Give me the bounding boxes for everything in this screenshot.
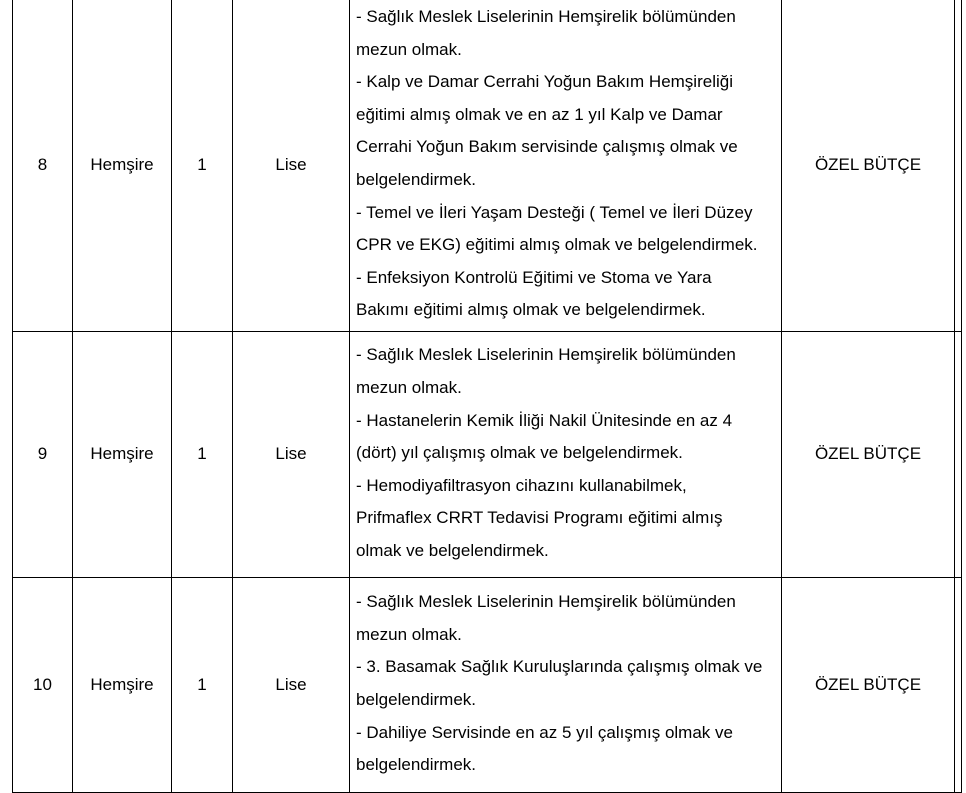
requirement-line: Prifmaflex CRRT Tedavisi Programı eğitimi almış xyxy=(356,508,723,528)
positions-table xyxy=(12,0,962,793)
row-number-cell: 10 xyxy=(13,577,73,792)
education-level-cell: Lise xyxy=(233,331,350,577)
table-edge-cell xyxy=(955,331,962,577)
requirement-line: - Sağlık Meslek Liselerinin Hemşirelik bölümünden xyxy=(356,592,736,612)
position-count-cell: 1 xyxy=(172,0,233,331)
requirements-list xyxy=(350,584,781,786)
education-level-cell: Lise xyxy=(233,0,350,331)
position-title-cell: Hemşire xyxy=(73,0,172,331)
requirement-line: mezun olmak. xyxy=(356,624,462,644)
budget-cell: ÖZEL BÜTÇE xyxy=(782,0,955,331)
table-edge-cell xyxy=(955,0,962,331)
requirement-line: - 3. Basamak Sağlık Kuruluşlarında çalışmış olmak ve xyxy=(356,657,763,677)
row-number-cell: 9 xyxy=(13,331,73,577)
budget-cell: ÖZEL BÜTÇE xyxy=(782,331,955,577)
requirements-list xyxy=(350,0,781,331)
table-edge-cell xyxy=(955,577,962,792)
requirement-line: - Dahiliye Servisinde en az 5 yıl çalışmış olmak ve xyxy=(356,722,733,742)
requirement-line: CPR ve EKG) eğitimi almış olmak ve belgelendirmek. xyxy=(356,235,758,255)
requirement-line: - Hemodiyafiltrasyon cihazını kullanabilmek, xyxy=(356,475,687,495)
requirement-line: - Kalp ve Damar Cerrahi Yoğun Bakım Hemşireliği xyxy=(356,72,733,92)
requirement-line: (dört) yıl çalışmış olmak ve belgelendirmek. xyxy=(356,443,683,463)
row-number-cell: 8 xyxy=(13,0,73,331)
requirements-list xyxy=(350,337,781,571)
requirement-line: Bakımı eğitimi almış olmak ve belgelendirmek. xyxy=(356,300,706,320)
position-title-cell: Hemşire xyxy=(73,577,172,792)
requirement-line: - Sağlık Meslek Liselerinin Hemşirelik bölümünden xyxy=(356,345,736,365)
table-row xyxy=(13,577,962,792)
requirement-line: eğitimi almış olmak ve en az 1 yıl Kalp ve Damar xyxy=(356,104,723,124)
requirement-line: belgelendirmek. xyxy=(356,755,477,775)
requirements-cell xyxy=(350,331,782,577)
position-title-cell: Hemşire xyxy=(73,331,172,577)
requirement-line: belgelendirmek. xyxy=(356,169,477,189)
requirements-cell xyxy=(350,0,782,331)
table-row xyxy=(13,331,962,577)
table-row xyxy=(13,0,962,331)
requirement-line: - Hastanelerin Kemik İliği Nakil Ünitesinde en az 4 xyxy=(356,410,733,430)
requirement-line: mezun olmak. xyxy=(356,377,462,397)
requirements-cell xyxy=(350,577,782,792)
requirement-line: Cerrahi Yoğun Bakım servisinde çalışmış olmak ve xyxy=(356,137,738,157)
requirement-line: mezun olmak. xyxy=(356,39,462,59)
positions-table-body xyxy=(13,0,962,792)
education-level-cell: Lise xyxy=(233,577,350,792)
requirement-line: olmak ve belgelendirmek. xyxy=(356,540,549,560)
position-count-cell: 1 xyxy=(172,577,233,792)
requirement-line: - Sağlık Meslek Liselerinin Hemşirelik bölümünden xyxy=(356,7,736,26)
position-count-cell: 1 xyxy=(172,331,233,577)
requirement-line: - Temel ve İleri Yaşam Desteği ( Temel ve İleri Düzey xyxy=(356,202,753,222)
requirement-line: belgelendirmek. xyxy=(356,689,477,709)
budget-cell: ÖZEL BÜTÇE xyxy=(782,577,955,792)
requirement-line: - Enfeksiyon Kontrolü Eğitimi ve Stoma ve Yara xyxy=(356,267,712,287)
